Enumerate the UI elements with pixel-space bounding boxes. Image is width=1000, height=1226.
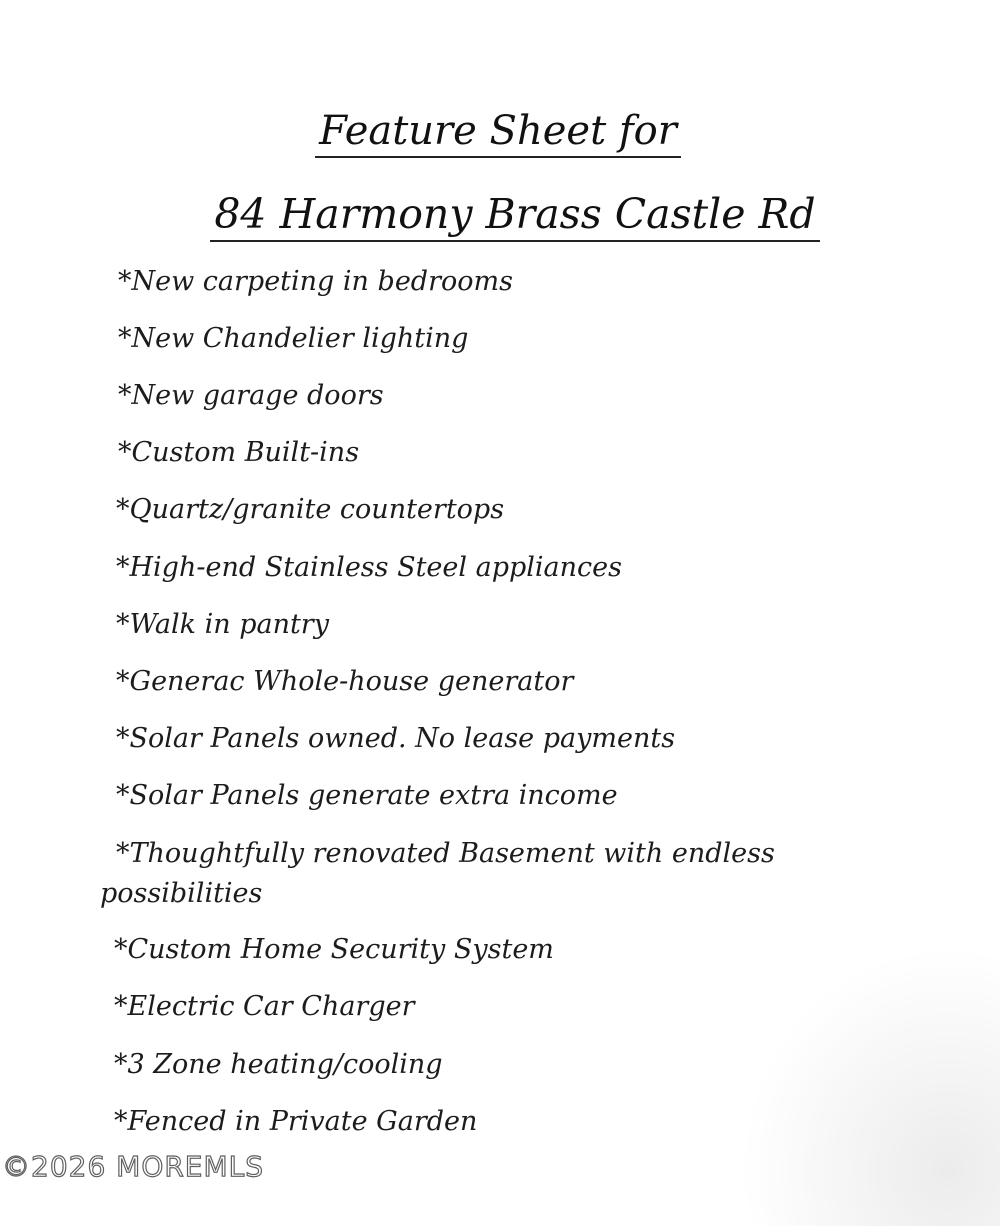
feature-item: *Quartz/granite countertops: [116, 494, 505, 525]
feature-item: *Electric Car Charger: [114, 991, 415, 1022]
feature-item: *Solar Panels owned. No lease payments: [116, 723, 676, 754]
feature-item: *New garage doors: [118, 380, 384, 411]
title-line-1: Feature Sheet for: [315, 108, 681, 158]
feature-item: *Custom Built-ins: [118, 437, 360, 468]
feature-item: *High-end Stainless Steel appliances: [116, 552, 622, 583]
feature-item: *Custom Home Security System: [114, 934, 554, 965]
feature-item: *Generac Whole-house generator: [116, 666, 574, 697]
feature-item: *Thoughtfully renovated Basement with endless possibilities: [100, 838, 775, 909]
title-line-2: 84 Harmony Brass Castle Rd: [210, 191, 819, 242]
feature-item: *Solar Panels generate extra income: [116, 780, 618, 811]
feature-item: *Walk in pantry: [116, 609, 329, 640]
feature-item: *New carpeting in bedrooms: [118, 266, 513, 297]
feature-item: *Fenced in Private Garden: [114, 1106, 478, 1137]
feature-item: *3 Zone heating/cooling: [114, 1049, 443, 1080]
copyright-watermark: ©2026 MOREMLS: [2, 1150, 265, 1183]
paper-shadow: [740, 946, 1000, 1226]
feature-item: *New Chandelier lighting: [118, 323, 469, 354]
